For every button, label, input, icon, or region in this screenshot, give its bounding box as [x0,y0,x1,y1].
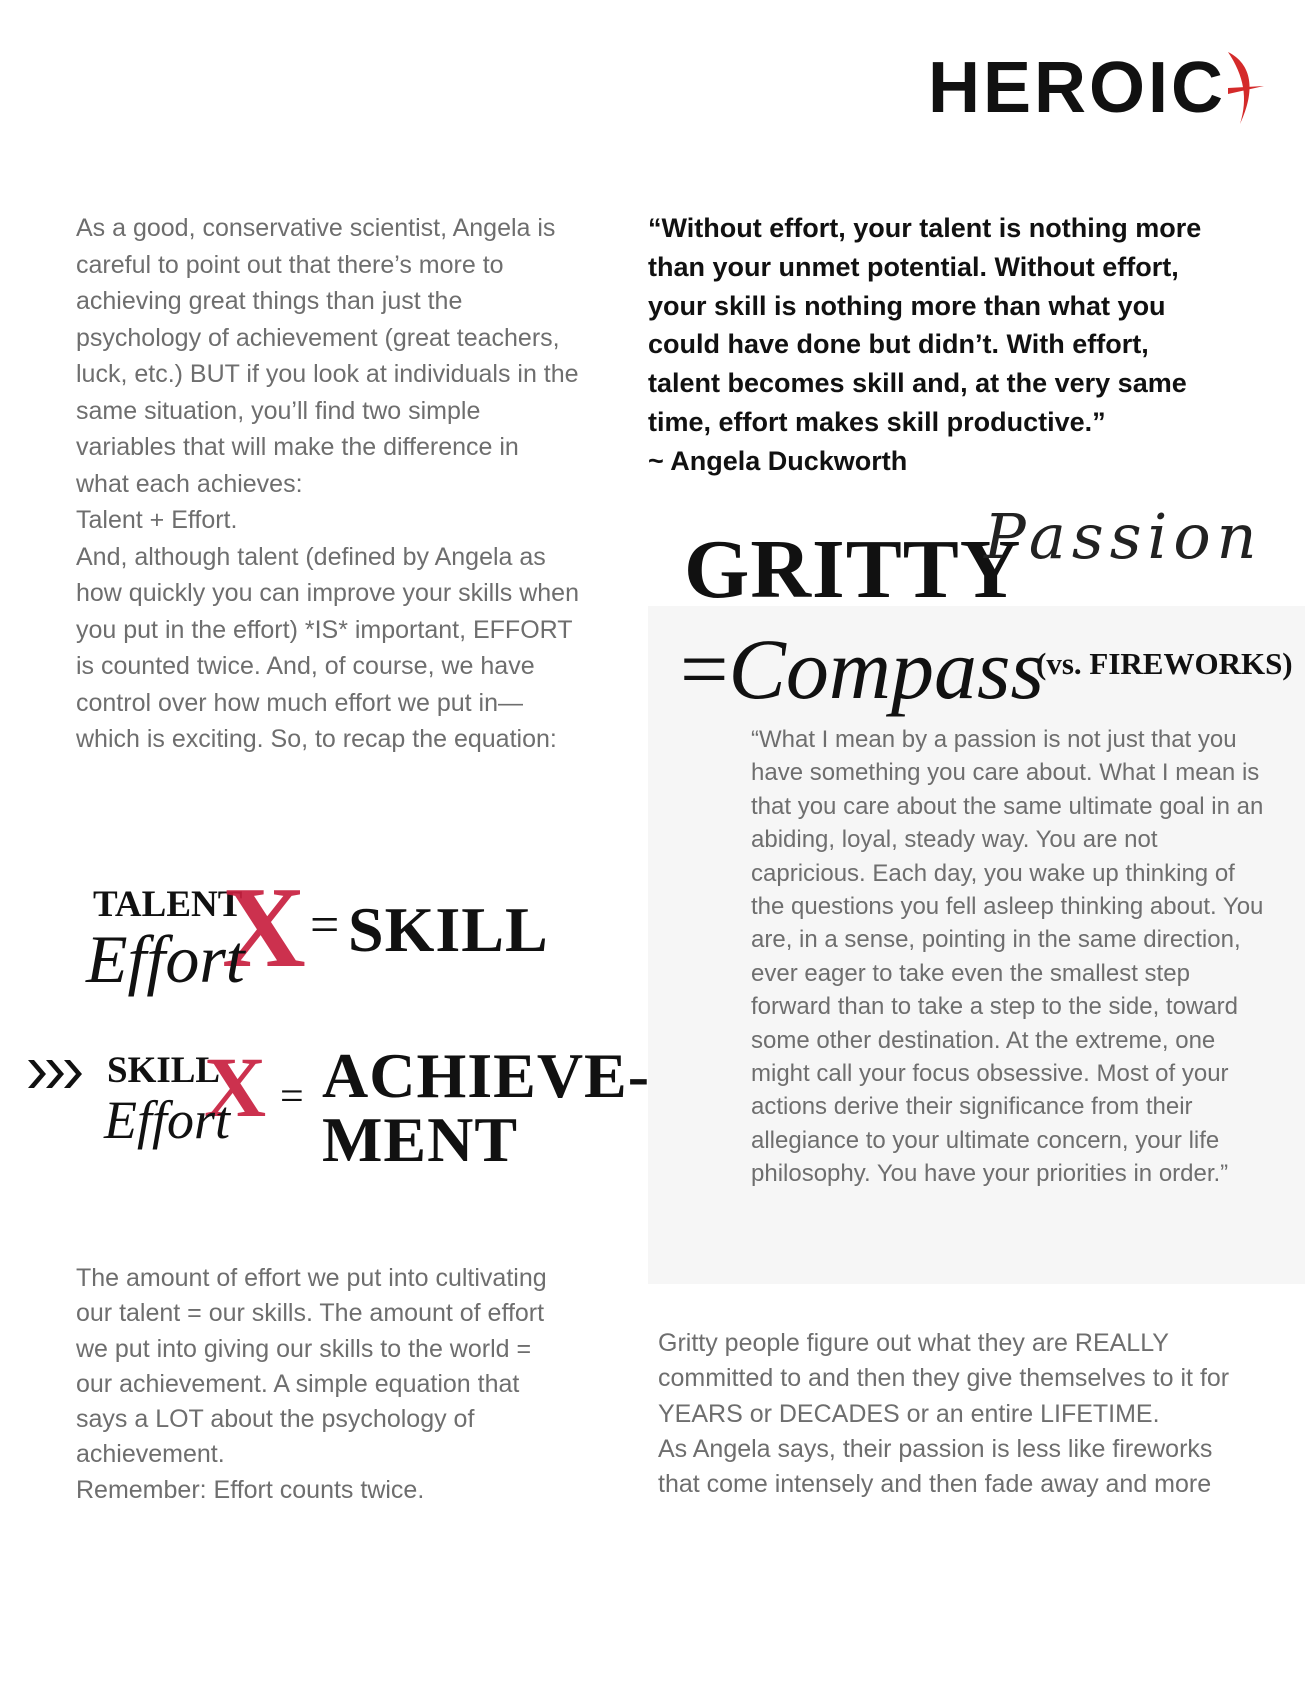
heading-passion-script: Passion [984,500,1263,573]
intro-line: achieving great things than just the [76,287,463,315]
gritty-line: YEARS or DECADES or an entire LIFETIME. [658,1399,1160,1428]
intro-line: Talent + Effort. [76,506,238,534]
equation-talent: TALENT [93,884,243,925]
gritty-paragraph [658,1326,1298,1502]
gritty-line: Gritty people figure out what they are REALLY [658,1329,1169,1357]
quote-attribution: ~ Angela Duckworth [648,445,908,476]
intro-line: how quickly you can improve your skills when [76,579,579,607]
achievement-line: MENT [322,1104,518,1175]
summary-line: our talent = our skills. The amount of effort [76,1299,545,1328]
heading-equals: = [680,621,729,717]
achievement-line: ACHIEVE- [322,1040,651,1111]
quote-line: talent becomes skill and, at the very same [648,368,1187,399]
heading-vs-fireworks: (vs. FIREWORKS) [1036,646,1293,681]
summary-line: says a LOT about the psychology of [76,1405,475,1434]
equation-achievement-result [322,1040,651,1175]
triple-chevron-icon [26,1056,86,1092]
gritty-line: As Angela says, their passion is less like fireworks [658,1434,1213,1463]
quote-line: time, effort makes skill productive.” [648,406,1106,437]
intro-line: As a good, conservative scientist, Angela is [76,214,556,242]
heading-gritty: GRITTY [684,523,1022,616]
intro-paragraph [76,210,616,758]
equation-equals: = [280,1074,304,1120]
quote-line: than your unmet potential. Without effort, [648,251,1179,282]
intro-line: what each achieves: [76,469,303,498]
quote-line: “Without effort, your talent is nothing more [648,213,1202,243]
equation-effort: Effort [104,1090,231,1150]
equation-skill: SKILL [107,1050,221,1091]
intro-line: control over how much effort we put in— [76,688,523,717]
equation-times-symbol: X [204,1039,267,1135]
intro-line: psychology of achievement (great teachers, [76,323,560,352]
gritty-line: that come intensely and then fade away and more [658,1470,1212,1499]
intro-line: which is exciting. So, to recap the equation: [76,725,557,753]
quote-line: your skill is nothing more than what you [648,290,1166,321]
summary-line: achievement. [76,1440,225,1469]
duckworth-quote [648,209,1248,481]
heading-compass [680,621,1044,717]
passion-quote: “What I mean by a passion is not just that you have something you care about. What I mean is that you care about the same ultimate goal in an abiding, loyal, steady way. You are not capricious. Each day, you wake up thinking of the questions you fell asleep thinking about. You are, in a sense, pointing in the same direction, ever eager to take even the smallest step forward than to take a step to the side, toward some other destination. At the extreme, one might call your focus obsessive. Most of your actions derive their significance from their allegiance to your ultimate concern, your life philosophy. You have your priorities in order.” [751,726,1264,1188]
summary-line: we put into giving our skills to the world = [76,1334,532,1363]
heading-compass-word: Compass [728,621,1044,717]
intro-line: And, although talent (defined by Angela as [76,542,546,571]
equation-skill-result: SKILL [348,894,549,965]
summary-line: Remember: Effort counts twice. [76,1475,425,1504]
intro-line: is counted twice. And, of course, we have [76,652,535,680]
summary-paragraph [76,1261,616,1508]
logo-bird-icon [1222,50,1264,126]
intro-line: careful to point out that there’s more to [76,250,504,279]
logo-wordmark: HEROIC [928,48,1227,128]
summary-line: The amount of effort we put into cultivating [76,1264,547,1292]
intro-line: variables that will make the difference in [76,433,519,461]
summary-line: our achievement. A simple equation that [76,1369,520,1398]
intro-line: luck, etc.) BUT if you look at individuals in the [76,360,579,388]
intro-line: same situation, you’ll find two simple [76,396,481,425]
quote-line: could have done but didn’t. With effort, [648,329,1149,360]
equation-times-symbol: X [222,864,306,992]
equation-effort: Effort [86,921,245,997]
heroic-logo [928,48,1264,128]
gritty-line: committed to and then they give themselves to it for [658,1364,1230,1393]
equation-equals: = [310,897,340,954]
intro-line: you put in the effort) *IS* important, EFFORT [76,615,573,644]
